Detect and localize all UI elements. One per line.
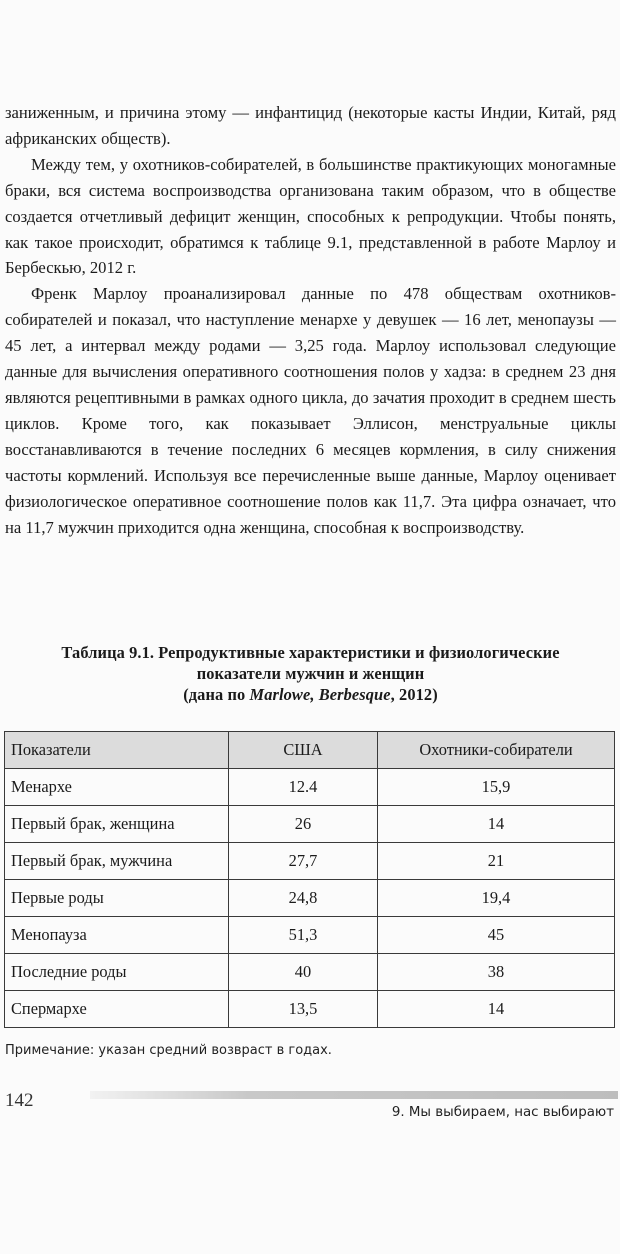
usa-value: 27,7 (229, 843, 378, 880)
hunter-gatherer-value: 14 (378, 806, 615, 843)
hunter-gatherer-value: 38 (378, 954, 615, 991)
data-table (4, 731, 615, 1028)
row-label: Первые роды (5, 880, 229, 917)
table-row (5, 917, 615, 954)
table-row (5, 880, 615, 917)
row-label: Менопауза (5, 917, 229, 954)
table-title-line-2: показатели мужчин и женщин (196, 664, 425, 683)
running-head: 9. Мы выбираем, нас выбирают (391, 1105, 614, 1120)
row-label: Спермархе (5, 991, 229, 1028)
table-title-line-1: Таблица 9.1. Репродуктивные характеристики и физиологические (61, 643, 560, 662)
usa-value: 51,3 (229, 917, 378, 954)
table-row (5, 806, 615, 843)
paragraph-2: Между тем, у охотников-собирателей, в большинстве практикующих моногамные браки, вся система воспроизводства организована таким образом, что в обществе создается отчетливый дефицит женщин, способных к репродукции. Чтобы понять, как такое происходит, обратимся к таблице 9.1, представленной в работе Марлоу и Бербескью, 2012 г. (5, 154, 616, 278)
hunter-gatherer-value: 15,9 (378, 769, 615, 806)
hunter-gatherer-value: 45 (378, 917, 615, 954)
table-title-prefix: (дана по (183, 685, 250, 704)
footer-bar (90, 1091, 618, 1099)
usa-value: 40 (229, 954, 378, 991)
table-title-line-3 (5, 684, 616, 705)
table-note: Примечание: указан средний возвраст в годах. (5, 1043, 332, 1058)
hunter-gatherer-value: 21 (378, 843, 615, 880)
table-title-suffix: , 2012) (390, 685, 438, 704)
hunter-gatherer-value: 19,4 (378, 880, 615, 917)
page-number: 142 (5, 1090, 34, 1111)
usa-value: 26 (229, 806, 378, 843)
usa-value: 13,5 (229, 991, 378, 1028)
hunter-gatherer-value: 14 (378, 991, 615, 1028)
table-row (5, 991, 615, 1028)
table-row (5, 769, 615, 806)
row-label: Менархе (5, 769, 229, 806)
body-text (5, 100, 616, 540)
paragraph-3: Френк Марлоу проанализировал данные по 478 обществам охотников-собирателей и показал, что наступление менархе у девушек — 16 лет, менопаузы — 45 лет, а интервал между родами — 3,25 года. Марлоу использовал следующие данные для вычисления оперативного соотношения полов у хадза: в среднем 23 дня являются рецептивными в рамках одного цикла, до зачатия проходит в среднем шесть циклов. Кроме того, как показывает Эллисон, менструальные циклы восстанавливаются в течение последних 6 месяцев кормления, в силу снижения частоты кормлений. Используя все перечисленные выше данные, Марлоу оценивает физиологическое оперативное соотношение полов как 11,7. Эта цифра означает, что на 11,7 мужчин приходится одна женщина, способная к воспроизводству. (5, 284, 616, 537)
table-row (5, 954, 615, 991)
table-title (5, 642, 616, 705)
table-header-row (5, 732, 615, 769)
table-title-source: Marlowe, Berbesque (249, 685, 391, 704)
row-label: Первый брак, женщина (5, 806, 229, 843)
table-row (5, 843, 615, 880)
usa-value: 12.4 (229, 769, 378, 806)
row-label: Последние роды (5, 954, 229, 991)
column-header-indicator: Показатели (5, 732, 229, 769)
column-header-usa: США (229, 732, 378, 769)
usa-value: 24,8 (229, 880, 378, 917)
paragraph-1: заниженным, и причина этому — инфантицид (некоторые касты Индии, Китай, ряд африканских обществ). (5, 103, 616, 148)
row-label: Первый брак, мужчина (5, 843, 229, 880)
column-header-hunter-gatherers: Охотники-собиратели (378, 732, 615, 769)
